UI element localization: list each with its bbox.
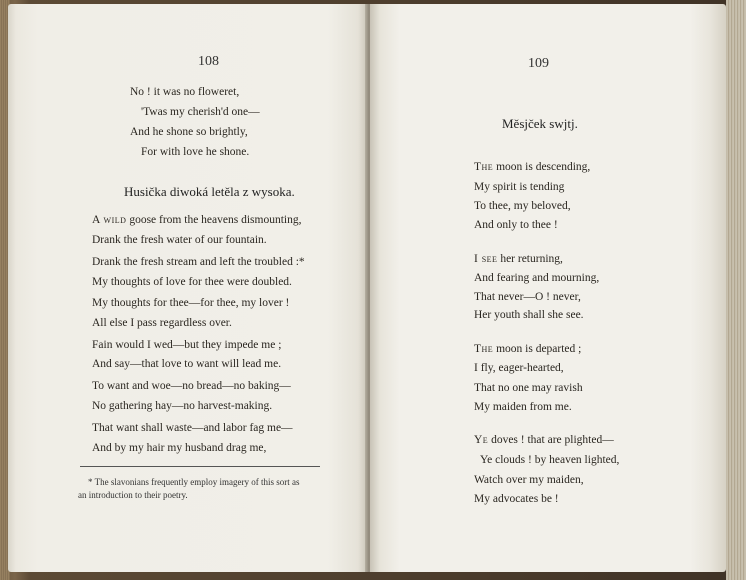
page-number: 109	[528, 56, 549, 71]
right-page	[370, 4, 726, 572]
verse-line: To thee, my beloved,	[474, 200, 571, 212]
verse-line: My advocates be !	[474, 493, 559, 505]
verse-line: I fly, eager-hearted,	[474, 362, 564, 374]
verse-line: That want shall waste—and labor fag me—	[92, 422, 293, 434]
footnote-rule	[80, 466, 320, 467]
footnote: an introduction to their poetry.	[78, 490, 188, 500]
verse-line: Ye clouds ! by heaven lighted,	[480, 454, 620, 466]
page-number: 108	[198, 54, 219, 69]
poem-title: Měsjček swjtj.	[502, 116, 578, 131]
verse-line: Her youth shall she see.	[474, 309, 584, 321]
verse-line: The moon is descending,	[474, 161, 591, 173]
verse-line: No ! it was no floweret,	[130, 86, 240, 98]
verse-line: My thoughts of love for thee were doubled.	[92, 276, 292, 288]
verse-line: For with love he shone.	[141, 146, 250, 158]
verse-line: 'Twas my cherish'd one—	[141, 106, 260, 118]
verse-line: To want and woe—no bread—no baking—	[92, 380, 291, 392]
verse-line: And by my hair my husband drag me,	[92, 442, 267, 454]
verse-line: My spirit is tending	[474, 181, 565, 193]
verse-line: My maiden from me.	[474, 401, 572, 413]
right-page-edges	[726, 0, 746, 580]
verse-line: That no one may ravish	[474, 382, 583, 394]
footnote: * The slavonians frequently employ imagery of this sort as	[88, 477, 300, 487]
verse-line: All else I pass regardless over.	[92, 317, 232, 329]
verse-line: The moon is departed ;	[474, 343, 582, 355]
verse-line: Watch over my maiden,	[474, 474, 584, 486]
verse-line: That never—O ! never,	[474, 291, 581, 303]
left-page	[8, 4, 368, 572]
verse-line: A wild goose from the heavens dismounting,	[92, 214, 302, 226]
verse-line: My thoughts for thee—for thee, my lover !	[92, 297, 290, 309]
verse-line: Ye doves ! that are plighted—	[474, 434, 614, 446]
verse-line: Drank the fresh water of our fountain.	[92, 234, 267, 246]
verse-line: And fearing and mourning,	[474, 272, 600, 284]
verse-line: Fain would I wed—but they impede me ;	[92, 339, 282, 351]
verse-line: No gathering hay—no harvest-making.	[92, 400, 273, 412]
verse-line: I see her returning,	[474, 253, 563, 265]
verse-line: Drank the fresh stream and left the troubled :*	[92, 256, 305, 268]
verse-line: And only to thee !	[474, 219, 558, 231]
verse-line: And he shone so brightly,	[130, 126, 248, 138]
poem-title: Husička diwoká letěla z wysoka.	[124, 184, 295, 199]
verse-line: And say—that love to want will lead me.	[92, 358, 282, 370]
